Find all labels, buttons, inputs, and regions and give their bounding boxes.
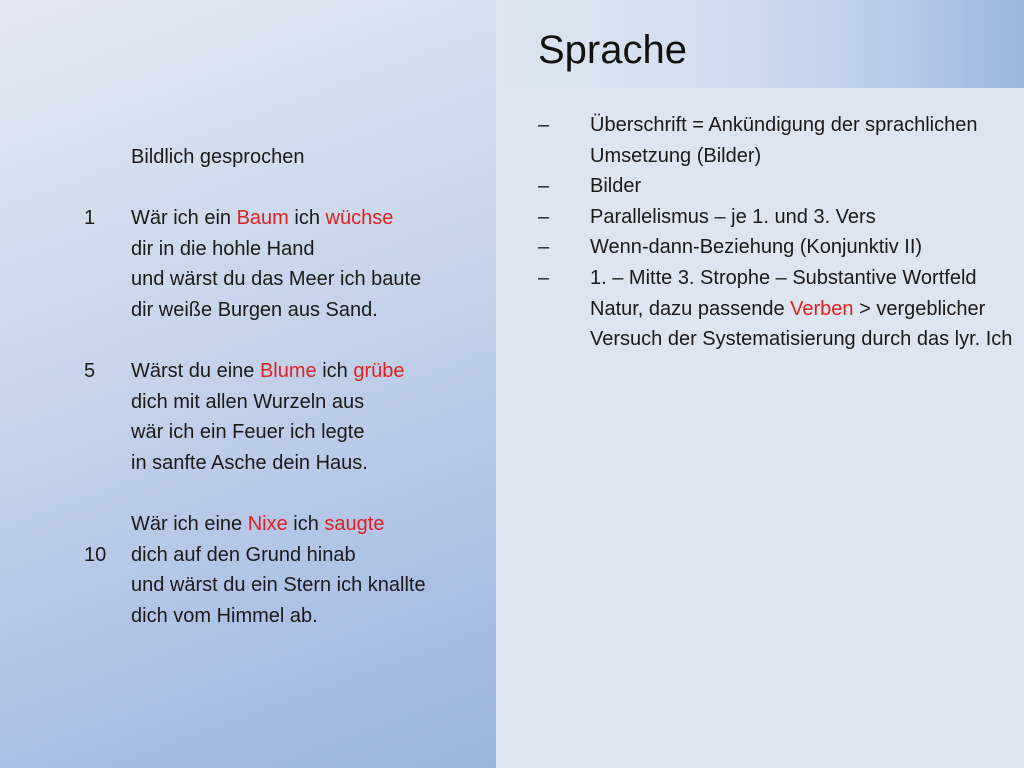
poem-line <box>84 234 494 265</box>
text-segment: dich mit allen Wurzeln aus <box>131 390 365 413</box>
text-segment: Wär ich eine <box>131 513 248 536</box>
poem-line <box>84 448 494 479</box>
text-segment: Parallelismus – je 1. und 3. Vers <box>590 205 876 228</box>
text-segment: dich vom Himmel ab. <box>131 604 318 627</box>
text-segment: dir weiße Burgen aus Sand. <box>131 298 378 321</box>
text-segment: und wärst du ein Stern ich knallte <box>131 574 426 597</box>
text-segment: Bilder <box>590 175 642 198</box>
poem <box>84 142 494 632</box>
poem-line-text <box>131 264 421 295</box>
text-segment: dich auf den Grund hinab <box>131 543 356 566</box>
poem-line <box>84 356 494 387</box>
note-item <box>538 232 1018 263</box>
poem-line-text <box>131 295 378 326</box>
page-title: Sprache <box>538 28 687 72</box>
poem-line <box>84 295 494 326</box>
note-item <box>538 171 1018 202</box>
text-segment: in sanfte Asche dein Haus. <box>131 451 368 474</box>
text-segment: 1. – Mitte 3. Strophe – Substantive Wortfeld Natur, dazu passende <box>590 266 977 320</box>
poem-line-text <box>131 601 318 632</box>
poem-line <box>84 601 494 632</box>
dash-bullet-icon: – <box>538 205 550 228</box>
highlighted-word: Nixe <box>247 513 288 536</box>
notes-list <box>538 110 1018 355</box>
poem-line-text <box>131 570 426 601</box>
highlighted-word: wüchse <box>325 207 394 230</box>
note-item <box>538 263 1018 355</box>
text-segment: Wenn-dann-Beziehung (Konjunktiv II) <box>590 236 923 259</box>
poem-line-text <box>131 387 364 418</box>
text-segment: dir in die hohle Hand <box>131 237 315 260</box>
text-segment: und wärst du das Meer ich baute <box>131 268 422 291</box>
poem-line <box>84 326 494 357</box>
highlighted-word: grübe <box>353 360 405 383</box>
text-segment: ich <box>288 207 326 230</box>
line-number: 5 <box>84 360 96 383</box>
line-number: 1 <box>84 207 96 230</box>
poem-line-text <box>131 356 405 387</box>
poem-spacer <box>84 173 494 204</box>
highlighted-word: Blume <box>259 360 317 383</box>
note-item <box>538 202 1018 233</box>
poem-title-line <box>84 142 494 173</box>
text-segment: Wär ich ein <box>131 207 237 230</box>
poem-line <box>84 540 494 571</box>
text-segment: Wärst du eine <box>131 360 260 383</box>
dash-bullet-icon: – <box>538 266 550 289</box>
text-segment: ich <box>287 513 325 536</box>
text-segment: ich <box>316 360 354 383</box>
text-segment: Überschrift = Ankündigung der sprachlichen Umsetzung (Bilder) <box>590 114 978 167</box>
line-number: 10 <box>84 543 107 566</box>
poem-title: Bildlich gesprochen <box>131 146 305 168</box>
poem-line-text <box>131 203 393 234</box>
highlighted-word: Verben <box>790 297 854 320</box>
poem-line <box>84 570 494 601</box>
highlighted-word: saugte <box>324 513 385 536</box>
poem-line <box>84 264 494 295</box>
poem-line-text <box>131 540 356 571</box>
poem-line-text <box>131 234 314 265</box>
highlighted-word: Baum <box>236 207 289 230</box>
dash-bullet-icon: – <box>538 114 550 136</box>
poem-line-text <box>131 417 364 448</box>
poem-line <box>84 203 494 234</box>
poem-line <box>84 417 494 448</box>
text-segment: wär ich ein Feuer ich legte <box>131 421 365 444</box>
text-segment: > vergeblicher Versuch der Systematisierung durch das lyr. Ich <box>590 297 1013 351</box>
poem-line <box>84 387 494 418</box>
dash-bullet-icon: – <box>538 175 550 198</box>
note-item <box>538 110 1018 171</box>
dash-bullet-icon: – <box>538 236 550 259</box>
poem-line-text <box>131 448 368 479</box>
poem-line <box>84 509 494 540</box>
poem-line-text <box>131 509 384 540</box>
poem-lines <box>84 203 494 631</box>
poem-line <box>84 479 494 510</box>
